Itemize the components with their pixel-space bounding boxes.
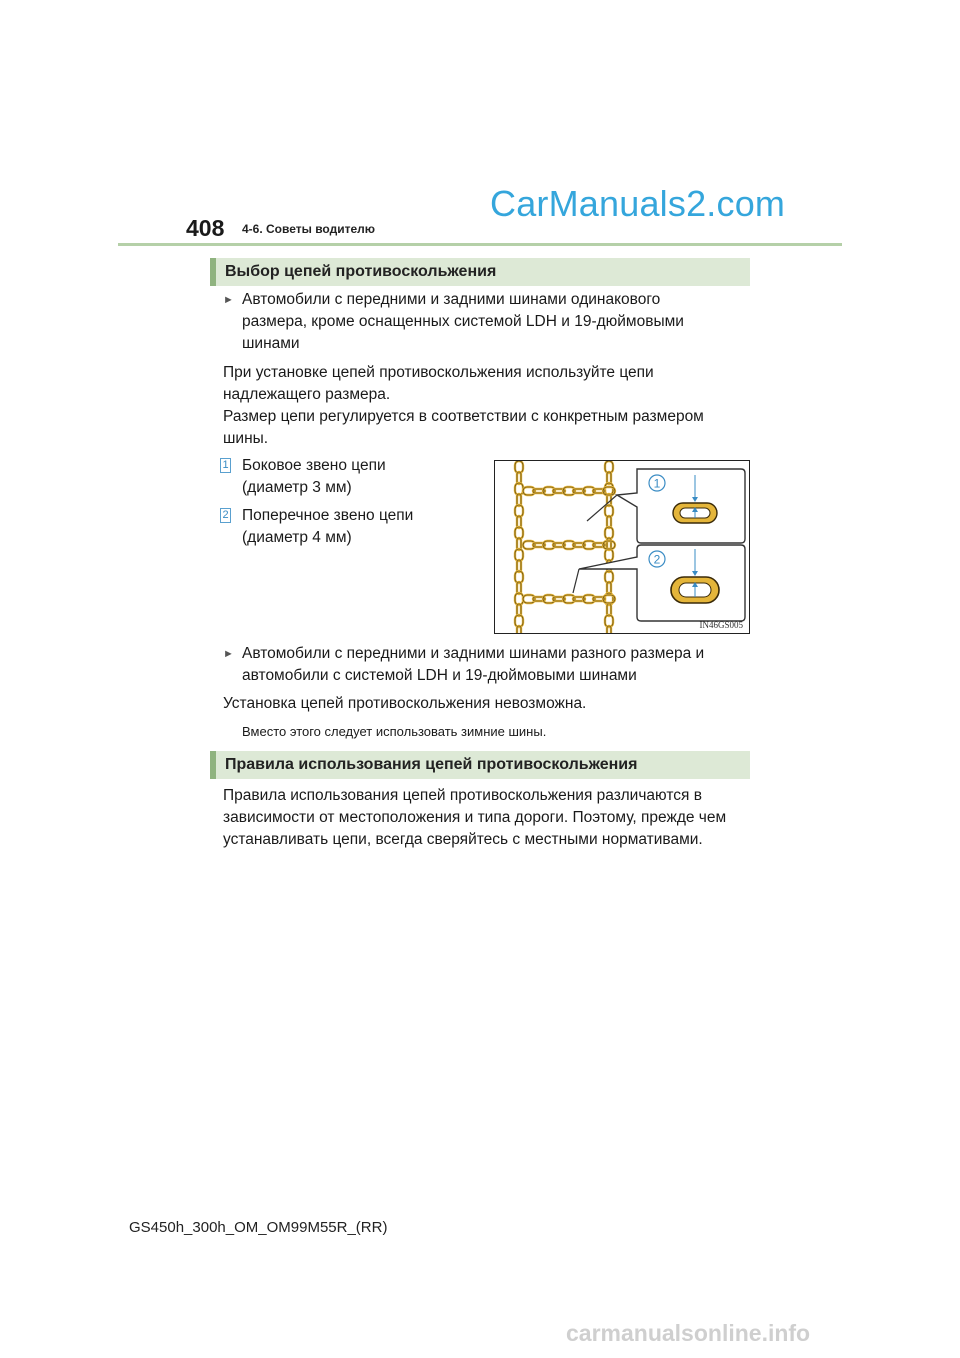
- paragraph-line: При установке цепей противоскольжения используйте цепи: [223, 364, 654, 381]
- figure-number-label: 1: [653, 476, 661, 491]
- paragraph-line: шины.: [223, 430, 269, 447]
- callout-pointer-2: [573, 569, 579, 593]
- item-number-badge: 2: [220, 508, 231, 523]
- bullet-triangle-icon: ►: [223, 648, 234, 660]
- chain-link: [517, 626, 521, 633]
- note-text: Вместо этого следует использовать зимние шины.: [242, 724, 547, 739]
- item-label-line: Поперечное звено цепи: [242, 507, 414, 524]
- item-label-line: (диаметр 4 мм): [242, 529, 352, 546]
- section-heading-chain-selection: Выбор цепей противоскольжения: [210, 258, 750, 286]
- bullet-triangle-icon: ►: [223, 294, 234, 306]
- footer-doc-code: GS450h_300h_OM_OM99M55R_(RR): [129, 1219, 388, 1236]
- chain-link: [607, 626, 611, 633]
- bullet-text-line: шинами: [242, 335, 300, 352]
- chain-illustration: [495, 461, 749, 633]
- bullet-text-line: автомобили с системой LDH и 19-дюймовыми шинами: [242, 667, 637, 684]
- item-number-badge: 1: [220, 458, 231, 473]
- page-number: 408: [186, 215, 225, 241]
- chain-figure: [494, 460, 750, 634]
- paragraph-line: зависимости от местоположения и типа дороги. Поэтому, прежде чем: [223, 809, 727, 826]
- figure-number-label: 2: [653, 552, 661, 567]
- paragraph-line: Размер цепи регулируется в соответствии с конкретным размером: [223, 408, 704, 425]
- section-heading-chain-rules: Правила использования цепей противоскольжения: [210, 751, 750, 779]
- bullet-text-line: размера, кроме оснащенных системой LDH и 19-дюймовыми: [242, 313, 684, 330]
- tire-chain-drawing: [515, 461, 615, 633]
- paragraph-line: устанавливать цепи, всегда сверяйтесь с местными нормативами.: [223, 831, 703, 848]
- watermark-top: CarManuals2.com: [490, 183, 786, 224]
- section-breadcrumb: 4-6. Советы водителю: [242, 222, 376, 236]
- item-label-line: Боковое звено цепи: [242, 457, 386, 474]
- paragraph-line: надлежащего размера.: [223, 386, 391, 403]
- paragraph-line: Правила использования цепей противоскольжения различаются в: [223, 787, 702, 804]
- header-divider: [118, 243, 842, 246]
- watermark-bottom: carmanualsonline.info: [566, 1320, 811, 1346]
- paragraph-line: Установка цепей противоскольжения невозможна.: [223, 695, 587, 712]
- bullet-text-line: Автомобили с передними и задними шинами одинакового: [242, 291, 661, 308]
- figure-code: IN46GS005: [699, 620, 743, 630]
- bullet-text-line: Автомобили с передними и задними шинами разного размера и: [242, 645, 705, 662]
- item-label-line: (диаметр 3 мм): [242, 479, 352, 496]
